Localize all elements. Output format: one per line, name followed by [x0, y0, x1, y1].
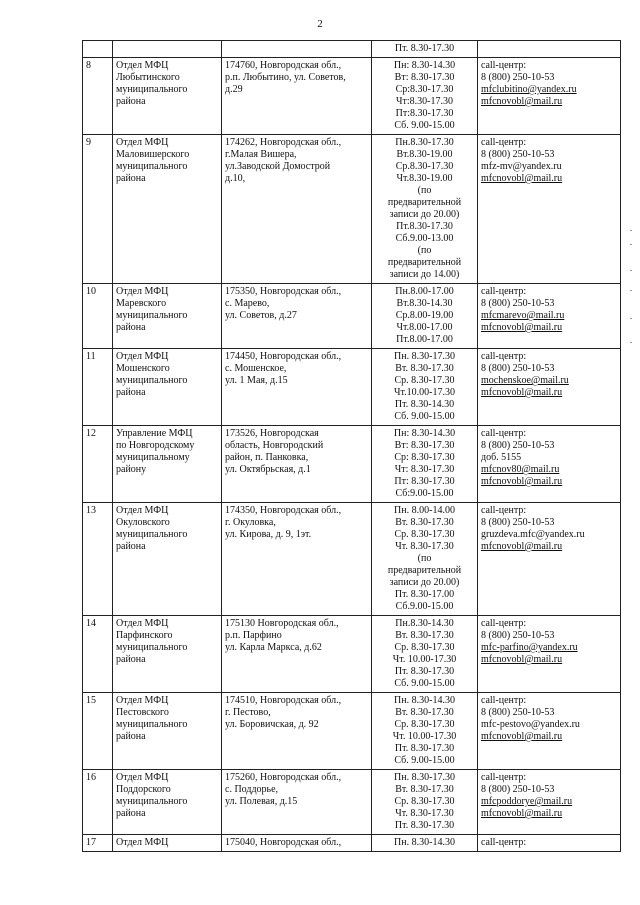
address-line: д.10,	[225, 173, 246, 184]
address-line: с. Мошенское,	[225, 363, 287, 374]
schedule-line: Чт. 8.30-17.30	[395, 541, 454, 552]
address-cell	[222, 503, 372, 616]
contact-line: call-центр:	[481, 505, 527, 516]
address-line: ул. Советов, д.27	[225, 310, 297, 321]
schedule-line: (по	[417, 185, 432, 196]
schedule-line: Пн.8.30-17.30	[395, 137, 454, 148]
address-cell	[222, 693, 372, 770]
schedule-line: Пт. 8.30-17.30	[394, 43, 455, 54]
schedule-cell	[372, 349, 478, 426]
address-line: д.29	[225, 84, 243, 95]
schedule-line: Чт.8.00-17.00	[396, 322, 453, 333]
office-name-line: муниципального	[116, 161, 188, 172]
row-number: 9	[86, 137, 91, 148]
scan-margin-marks	[628, 230, 634, 350]
office-name-line: муниципального	[116, 529, 188, 540]
schedule-line: Пт. 8.30-17.30	[394, 743, 455, 754]
office-name-line: Отдел МФЦ	[116, 137, 169, 148]
schedule-line: Пт.8.00-17.00	[396, 334, 453, 345]
contact-line[interactable]: mfcnovobl@mail.ru	[481, 96, 563, 107]
contact-line: 8 (800) 250-10-53	[481, 784, 555, 795]
schedule-line: Вт. 8.30-17.30	[395, 363, 454, 374]
office-name-line: Маревского	[116, 298, 167, 309]
address-line: с. Марево,	[225, 298, 270, 309]
row-number: 12	[86, 428, 96, 439]
table-row	[83, 135, 621, 284]
table-row	[83, 58, 621, 135]
office-name-line: района	[116, 541, 146, 552]
address-line: 173526, Новгородская	[225, 428, 319, 439]
office-name-line: Поддорского	[116, 784, 171, 795]
contact-line: gruzdeva.mfc@yandex.ru	[481, 529, 585, 540]
address-cell	[222, 41, 372, 58]
office-name-line: Пестовского	[116, 707, 169, 718]
office-name-line: Мошенского	[116, 363, 170, 374]
schedule-line: Пн: 8.30-14.30	[393, 60, 456, 71]
row-number-cell	[83, 284, 113, 349]
schedule-line: Пн.8.30-14.30	[395, 618, 454, 629]
mfc-offices-table	[82, 40, 621, 852]
contact-line: доб. 5155	[481, 452, 522, 463]
schedule-line: Чт. 10.00-17.30	[392, 654, 457, 665]
address-line: 174450, Новгородская обл.,	[225, 351, 342, 362]
schedule-cell	[372, 503, 478, 616]
row-number: 16	[86, 772, 96, 783]
schedule-line: Пт. 8.30-17.30	[394, 820, 455, 831]
schedule-cell	[372, 41, 478, 58]
contact-line[interactable]: mfcnovobl@mail.ru	[481, 541, 563, 552]
office-name-line: району	[116, 464, 147, 475]
address-line: с. Поддорье,	[225, 784, 279, 795]
contact-line[interactable]: mfc-parfino@yandex.ru	[481, 642, 578, 653]
contact-line[interactable]: mfclubitino@yandex.ru	[481, 84, 577, 95]
contact-line[interactable]: mfcnov80@mail.ru	[481, 464, 560, 475]
schedule-line: Вт.8.30-14.30	[396, 298, 453, 309]
contact-line: call-центр:	[481, 137, 527, 148]
schedule-line: Сб. 9.00-15.00	[394, 755, 455, 766]
row-number-cell	[83, 41, 113, 58]
schedule-line: Чт.8.30-19.00	[396, 173, 453, 184]
contact-line[interactable]: mfcnovobl@mail.ru	[481, 654, 563, 665]
schedule-line: Вт: 8.30-17.30	[394, 72, 455, 83]
office-name-cell	[113, 835, 222, 852]
schedule-line: Ср:8.30-17.30	[395, 84, 454, 95]
contact-line: call-центр:	[481, 837, 527, 848]
schedule-line: Пт: 8.30-17.30	[394, 476, 455, 487]
office-name-line: района	[116, 808, 146, 819]
address-line: ул. 1 Мая, д.15	[225, 375, 288, 386]
address-line: 174262, Новгородская обл.,	[225, 137, 342, 148]
row-number: 13	[86, 505, 96, 516]
office-name-line: Отдел МФЦ	[116, 618, 169, 629]
address-cell	[222, 616, 372, 693]
office-name-line: Окуловского	[116, 517, 170, 528]
schedule-cell	[372, 426, 478, 503]
contacts-cell	[478, 349, 621, 426]
schedule-line: Ср.8.30-17.30	[395, 161, 454, 172]
schedule-line: Пт. 8.30-17.30	[394, 666, 455, 677]
schedule-line: Ср. 8.30-17.30	[394, 529, 455, 540]
table-row	[83, 503, 621, 616]
address-line: г.Малая Вишера,	[225, 149, 297, 160]
schedule-line: Вт. 8.30-17.30	[395, 784, 454, 795]
schedule-line: Вт. 8.30-17.30	[395, 630, 454, 641]
schedule-line: Пн. 8.30-17.30	[394, 772, 455, 783]
contacts-cell	[478, 135, 621, 284]
contact-line[interactable]: mfcpoddorye@mail.ru	[481, 796, 573, 807]
office-name-cell	[113, 770, 222, 835]
address-cell	[222, 349, 372, 426]
office-name-line: муниципального	[116, 375, 188, 386]
office-name-cell	[113, 349, 222, 426]
schedule-line: (по	[417, 553, 432, 564]
contact-line: 8 (800) 250-10-53	[481, 72, 555, 83]
address-line: ул. Боровичская, д. 92	[225, 719, 319, 730]
schedule-line: Сб.9.00-15.00	[395, 601, 454, 612]
schedule-line: Вт. 8.30-17.30	[395, 707, 454, 718]
address-line: область, Новгородский	[225, 440, 324, 451]
schedule-line: Пн. 8.30-14.30	[394, 695, 455, 706]
contact-line[interactable]: mfcnovobl@mail.ru	[481, 387, 563, 398]
contact-line: 8 (800) 250-10-53	[481, 517, 555, 528]
contact-line: call-центр:	[481, 772, 527, 783]
schedule-line: записи до 20.00)	[389, 209, 460, 220]
schedule-line: предварительной	[387, 257, 462, 268]
schedule-line: Пт. 8.30-17.00	[394, 589, 455, 600]
contact-line[interactable]: mfcnovobl@mail.ru	[481, 476, 563, 487]
row-number: 14	[86, 618, 96, 629]
row-number: 17	[86, 837, 96, 848]
office-name-cell	[113, 616, 222, 693]
address-line: р.п. Парфино	[225, 630, 282, 641]
address-line: 174760, Новгородская обл.,	[225, 60, 342, 71]
schedule-cell	[372, 770, 478, 835]
office-name-cell	[113, 135, 222, 284]
schedule-line: Ср. 8.30-17.30	[394, 642, 455, 653]
address-line: г. Пестово,	[225, 707, 271, 718]
office-name-cell	[113, 503, 222, 616]
office-name-line: Отдел МФЦ	[116, 695, 169, 706]
contact-line[interactable]: mfcnovobl@mail.ru	[481, 731, 563, 742]
office-name-line: района	[116, 322, 146, 333]
address-line: 175350, Новгородская обл.,	[225, 286, 342, 297]
schedule-line: Пт. 8.30-14.30	[394, 399, 455, 410]
table-row	[83, 426, 621, 503]
address-line: 175040, Новгородская обл.,	[225, 837, 342, 848]
row-number-cell	[83, 58, 113, 135]
table-row	[83, 693, 621, 770]
schedule-line: Пн.8.00-17.00	[395, 286, 454, 297]
schedule-line: Сб.9.00-13.00	[395, 233, 454, 244]
schedule-line: Сб:9.00-15.00	[395, 488, 454, 499]
table-row	[83, 41, 621, 58]
schedule-line: Сб. 9.00-15.00	[394, 411, 455, 422]
contacts-cell	[478, 426, 621, 503]
address-line: ул. Октябрьская, д.1	[225, 464, 311, 475]
office-name-cell	[113, 58, 222, 135]
contact-line: 8 (800) 250-10-53	[481, 440, 555, 451]
schedule-line: Ср. 8.30-17.30	[394, 796, 455, 807]
contact-line: 8 (800) 250-10-53	[481, 149, 555, 160]
row-number: 10	[86, 286, 96, 297]
address-cell	[222, 770, 372, 835]
address-line: 175130 Новгородская обл.,	[225, 618, 339, 629]
schedule-cell	[372, 693, 478, 770]
contacts-cell	[478, 835, 621, 852]
contact-line: call-центр:	[481, 618, 527, 629]
office-name-line: муниципального	[116, 310, 188, 321]
office-name-line: муниципального	[116, 642, 188, 653]
office-name-line: Любытинского	[116, 72, 180, 83]
schedule-cell	[372, 835, 478, 852]
row-number-cell	[83, 616, 113, 693]
contact-line: call-центр:	[481, 428, 527, 439]
address-cell	[222, 284, 372, 349]
table-row	[83, 349, 621, 426]
address-line: ул.Заводской Домострой	[225, 161, 331, 172]
contact-line: call-центр:	[481, 60, 527, 71]
address-line: 175260, Новгородская обл.,	[225, 772, 342, 783]
row-number-cell	[83, 835, 113, 852]
schedule-line: Чт:8.30-17.30	[396, 96, 453, 107]
office-name-line: Маловишерского	[116, 149, 190, 160]
address-line: ул. Карла Маркса, д.62	[225, 642, 322, 653]
contact-line: 8 (800) 250-10-53	[481, 630, 555, 641]
schedule-line: Пн. 8.30-17.30	[394, 351, 455, 362]
schedule-line: Вт.8.30-19.00	[396, 149, 453, 160]
office-name-line: Отдел МФЦ	[116, 505, 169, 516]
schedule-line: предварительной	[387, 197, 462, 208]
schedule-line: предварительной	[387, 565, 462, 576]
address-line: ул. Полевая, д.15	[225, 796, 298, 807]
address-cell	[222, 135, 372, 284]
contacts-cell	[478, 693, 621, 770]
contact-line: call-центр:	[481, 695, 527, 706]
schedule-line: Пт.8.30-17.30	[396, 221, 453, 232]
schedule-cell	[372, 58, 478, 135]
row-number: 15	[86, 695, 96, 706]
schedule-line: Ср. 8.30-17.30	[394, 375, 455, 386]
schedule-line: Сб. 9.00-15.00	[394, 678, 455, 689]
address-line: р.п. Любытино, ул. Советов,	[225, 72, 346, 83]
contact-line[interactable]: mfcnovobl@mail.ru	[481, 808, 563, 819]
contact-line[interactable]: mfcnovobl@mail.ru	[481, 322, 563, 333]
schedule-line: Вт: 8.30-17.30	[394, 440, 455, 451]
table-row	[83, 616, 621, 693]
contacts-cell	[478, 503, 621, 616]
office-name-line: муниципального	[116, 84, 188, 95]
schedule-line: Чт. 8.30-17.30	[395, 808, 454, 819]
contact-line: 8 (800) 250-10-53	[481, 363, 555, 374]
office-name-cell	[113, 693, 222, 770]
office-name-line: по Новгородскому	[116, 440, 195, 451]
schedule-line: Ср. 8.30-17.30	[394, 719, 455, 730]
schedule-line: Чт. 10.00-17.30	[392, 731, 457, 742]
contact-line[interactable]: mfcmarevo@mail.ru	[481, 310, 565, 321]
office-name-line: района	[116, 96, 146, 107]
address-cell	[222, 58, 372, 135]
contact-line[interactable]: mochenskoe@mail.ru	[481, 375, 569, 386]
schedule-line: Пн. 8.30-14.30	[394, 837, 455, 848]
address-line: ул. Кирова, д. 9, 1эт.	[225, 529, 312, 540]
schedule-line: записи до 14.00)	[389, 269, 460, 280]
row-number: 8	[86, 60, 91, 71]
schedule-cell	[372, 284, 478, 349]
row-number-cell	[83, 349, 113, 426]
office-name-cell	[113, 41, 222, 58]
row-number-cell	[83, 426, 113, 503]
schedule-line: (по	[417, 245, 432, 256]
office-name-line: муниципального	[116, 796, 188, 807]
schedule-line: Ср.8.00-19.00	[395, 310, 454, 321]
contacts-cell	[478, 284, 621, 349]
address-cell	[222, 835, 372, 852]
office-name-line: Отдел МФЦ	[116, 351, 169, 362]
schedule-line: Вт. 8.30-17.30	[395, 517, 454, 528]
table-row	[83, 770, 621, 835]
contact-line[interactable]: mfcnovobl@mail.ru	[481, 173, 563, 184]
address-line: г. Окуловка,	[225, 517, 276, 528]
table-body	[83, 41, 621, 852]
schedule-line: Пн: 8.30-14.30	[393, 428, 456, 439]
contacts-cell	[478, 58, 621, 135]
schedule-line: Чт.10.00-17.30	[394, 387, 455, 398]
contact-line: call-центр:	[481, 351, 527, 362]
office-name-cell	[113, 426, 222, 503]
schedule-line: записи до 20.00)	[389, 577, 460, 588]
page-number: 2	[317, 18, 323, 30]
contact-line: mfc-pestovo@yandex.ru	[481, 719, 580, 730]
schedule-line: Пн. 8.00-14.00	[394, 505, 455, 516]
address-line: 174510, Новгородская обл.,	[225, 695, 342, 706]
table-row	[83, 835, 621, 852]
address-line: 174350, Новгородская обл.,	[225, 505, 342, 516]
schedule-line: Пт:8.30-17.30	[395, 108, 454, 119]
row-number-cell	[83, 693, 113, 770]
office-name-line: Управление МФЦ	[116, 428, 193, 439]
row-number-cell	[83, 135, 113, 284]
table-row	[83, 284, 621, 349]
contacts-cell	[478, 770, 621, 835]
contact-line: mfz-mv@yandex.ru	[481, 161, 562, 172]
contacts-cell	[478, 41, 621, 58]
office-name-line: муниципального	[116, 719, 188, 730]
row-number-cell	[83, 503, 113, 616]
office-name-line: района	[116, 731, 146, 742]
office-name-line: Отдел МФЦ	[116, 286, 169, 297]
schedule-line: Чт: 8.30-17.30	[394, 464, 455, 475]
office-name-line: Отдел МФЦ	[116, 837, 169, 848]
contact-line: call-центр:	[481, 286, 527, 297]
office-name-line: муниципальному	[116, 452, 190, 463]
contact-line: 8 (800) 250-10-53	[481, 707, 555, 718]
schedule-line: Сб. 9.00-15.00	[394, 120, 455, 131]
schedule-line: Ср: 8.30-17.30	[394, 452, 455, 463]
schedule-cell	[372, 616, 478, 693]
office-name-line: района	[116, 387, 146, 398]
office-name-line: Отдел МФЦ	[116, 60, 169, 71]
address-cell	[222, 426, 372, 503]
address-line: район, п. Панковка,	[225, 452, 309, 463]
office-name-line: района	[116, 654, 146, 665]
contacts-cell	[478, 616, 621, 693]
row-number: 11	[86, 351, 96, 362]
office-name-cell	[113, 284, 222, 349]
schedule-cell	[372, 135, 478, 284]
office-name-line: района	[116, 173, 146, 184]
contact-line: 8 (800) 250-10-53	[481, 298, 555, 309]
office-name-line: Отдел МФЦ	[116, 772, 169, 783]
row-number-cell	[83, 770, 113, 835]
office-name-line: Парфинского	[116, 630, 173, 641]
